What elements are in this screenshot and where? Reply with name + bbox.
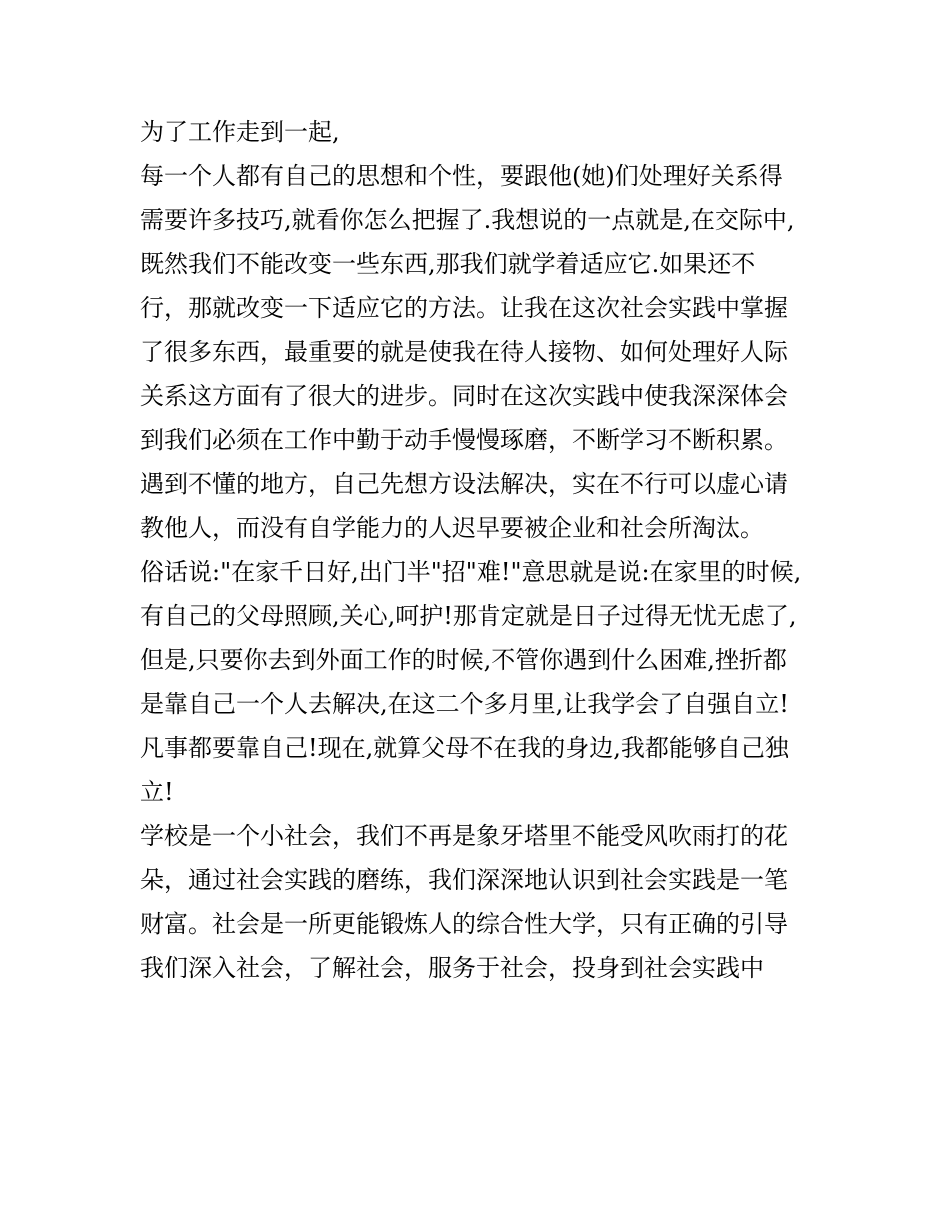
- text-line: 学校是一个小社会，我们不再是象牙塔里不能受风吹雨打的花: [140, 822, 788, 850]
- text-line: 到我们必须在工作中勤于动手慢慢琢磨，不断学习不断积累。: [140, 426, 788, 454]
- text-line: 俗话说:"在家千日好,出门半"招"难!"意思就是说:在家里的时候,: [140, 558, 802, 586]
- text-line: 我们深入社会，了解社会，服务于社会，投身到社会实践中: [140, 954, 764, 982]
- text-line: 既然我们不能改变一些东西,那我们就学着适应它.如果还不: [140, 250, 756, 278]
- text-line: 财富。社会是一所更能锻炼人的综合性大学，只有正确的引导: [140, 910, 788, 938]
- text-line: 需要许多技巧,就看你怎么把握了.我想说的一点就是,在交际中,: [140, 206, 795, 234]
- text-line: 朵，通过社会实践的磨练，我们深深地认识到社会实践是一笔: [140, 866, 788, 894]
- text-line: 立!: [140, 778, 174, 806]
- text-line: 遇到不懂的地方，自己先想方设法解决，实在不行可以虚心请: [140, 470, 788, 498]
- text-line: 教他人，而没有自学能力的人迟早要被企业和社会所淘汰。: [140, 514, 764, 542]
- text-line: 每一个人都有自己的思想和个性，要跟他(她)们处理好关系得: [140, 162, 783, 190]
- text-line: 行，那就改变一下适应它的方法。让我在这次社会实践中掌握: [140, 294, 788, 322]
- text-line: 是靠自己一个人去解决,在这二个多月里,让我学会了自强自立!: [140, 690, 789, 718]
- body-text: [140, 110, 820, 990]
- text-line: 有自己的父母照顾,关心,呵护!那肯定就是日子过得无忧无虑了,: [140, 602, 797, 630]
- text-line: 凡事都要靠自己!现在,就算父母不在我的身边,我都能够自己独: [140, 734, 789, 762]
- text-line: 但是,只要你去到外面工作的时候,不管你遇到什么困难,挫折都: [140, 646, 787, 674]
- text-line: 关系这方面有了很大的进步。同时在这次实践中使我深深体会: [140, 382, 788, 410]
- text-line: 为了工作走到一起,: [140, 118, 340, 146]
- text-line: 了很多东西，最重要的就是使我在待人接物、如何处理好人际: [140, 338, 788, 366]
